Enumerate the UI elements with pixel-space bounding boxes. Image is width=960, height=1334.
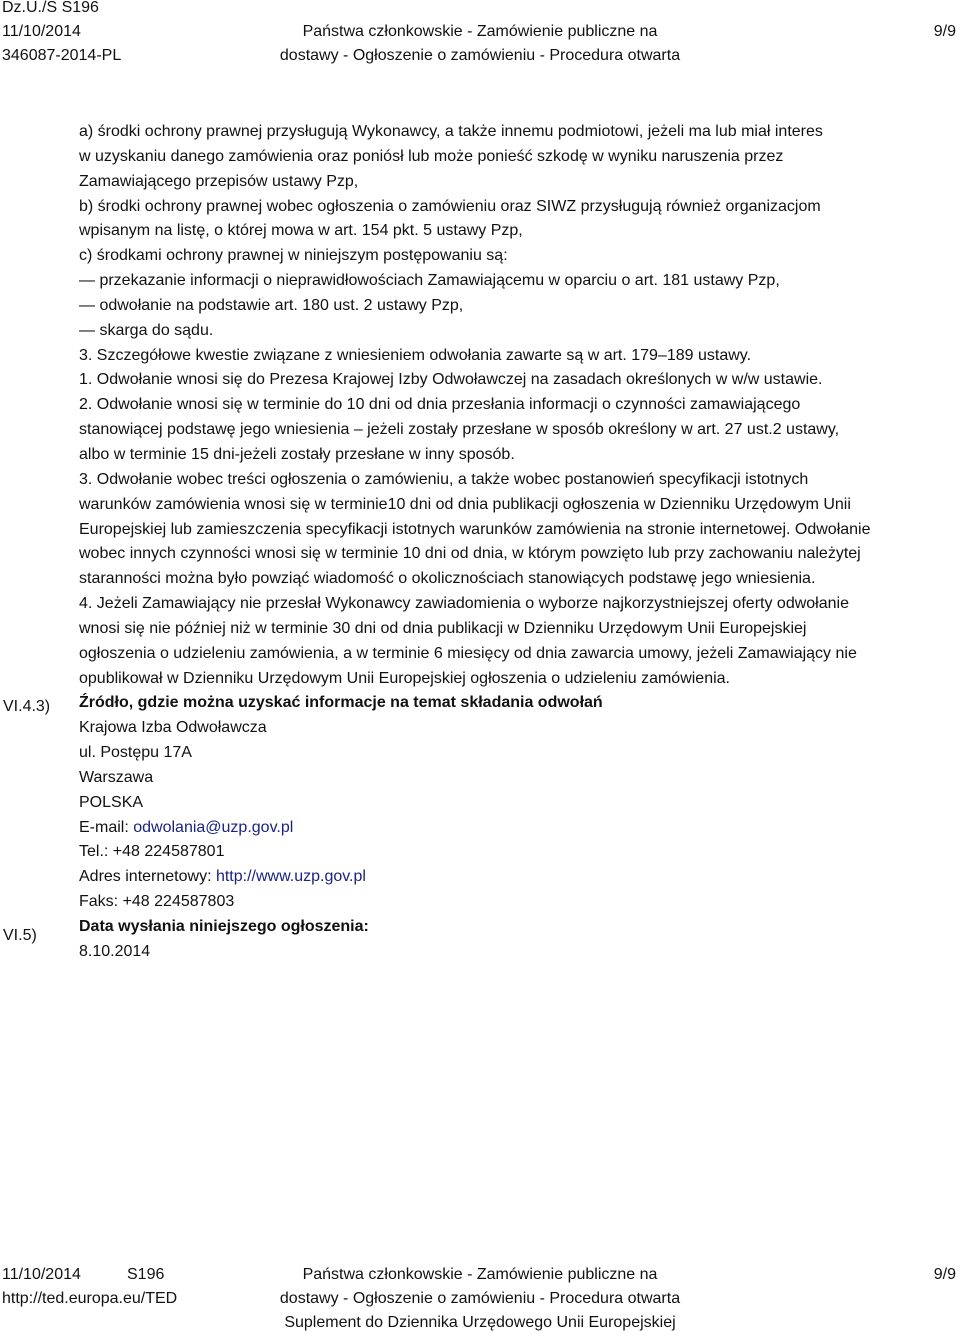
body-line: opublikował w Dzienniku Urzędowym Unii Europejskiej ogłoszenia o udzieleniu zamówienia.	[79, 669, 730, 687]
street-address: ul. Postępu 17A	[79, 744, 192, 762]
email-label: E-mail:	[79, 818, 134, 836]
body-line: 2. Odwołanie wnosi się w terminie do 10 dni od dnia przesłania informacji o czynności zamawiającego	[79, 396, 801, 414]
dispatch-date-heading: Data wysłania niniejszego ogłoszenia:	[79, 918, 369, 935]
header-page-number: 9/9	[933, 23, 956, 40]
body-line: albo w terminie 15 dni-jeżeli zostały przesłane w inny sposób.	[79, 445, 515, 463]
body-line: — odwołanie na podstawie art. 180 ust. 2 ustawy Pzp,	[79, 296, 464, 314]
footer-page-number: 9/9	[933, 1266, 956, 1283]
body-line: 1. Odwołanie wnosi się do Prezesa Krajowej Izby Odwoławczej na zasadach określonych w w/w ustawie.	[79, 371, 823, 389]
footer-date: 11/10/2014	[2, 1266, 81, 1283]
header-title-line1: Państwa członkowskie - Zamówienie publiczne na	[302, 23, 658, 40]
review-source-heading: Źródło, gdzie można uzyskać informacje na temat składania odwołań	[79, 694, 603, 712]
fax-value: +48 224587803	[122, 893, 235, 911]
web-label: Adres internetowy:	[79, 868, 216, 886]
body-line: wpisanym na listę, o której mowa w art. 154 pkt. 5 ustawy Pzp,	[79, 222, 523, 240]
body-line: — przekazanie informacji o nieprawidłowościach Zamawiającemu w oparciu o art. 181 ustawy Pzp,	[79, 272, 780, 290]
tel-row	[79, 840, 959, 865]
fax-label: Faks:	[79, 893, 123, 911]
body-line: stanowiącej podstawę jego wniesienia – jeżeli zostały przesłane w sposób określony w art. 27 ust.2 ustawy,	[79, 421, 840, 439]
body-line: warunków zamówienia wnosi się w terminie10 dni od dnia publikacji ogłoszenia w Dzienniku Urzędowym Unii	[79, 495, 851, 513]
header-title-line2: dostawy - Ogłoszenie o zamówieniu - Procedura otwarta	[279, 47, 681, 64]
body-line: Europejskiej lub zamieszczenia specyfikacji istotnych warunków zamówienia na stronie internetowej. Odwołanie	[79, 520, 871, 538]
city: Warszawa	[79, 768, 154, 786]
body-line: wnosi się nie później niż w terminie 30 dni od dnia publikacji w Dzienniku Urzędowym Unii Europejskiej	[79, 619, 807, 637]
section-label-vi5: VI.5)	[3, 927, 37, 944]
body-line: 3. Odwołanie wobec treści ogłoszenia o zamówieniu, a także wobec postanowień specyfikacji istotnych	[79, 470, 809, 488]
country: POLSKA	[79, 793, 144, 811]
body-line: a) środki ochrony prawnej przysługują Wykonawcy, a także innemu podmiotowi, jeżeli ma lub miał interes	[79, 123, 823, 140]
email-row	[79, 816, 959, 841]
footer-title-line1: Państwa członkowskie - Zamówienie publiczne na	[302, 1266, 658, 1283]
section-label-vi43: VI.4.3)	[3, 698, 51, 715]
body-line: Zamawiającego przepisów ustawy Pzp,	[79, 172, 359, 190]
body-line: b) środki ochrony prawnej wobec ogłoszenia o zamówieniu oraz SIWZ przysługują również organizacjom	[79, 197, 821, 215]
body-line: 4. Jeżeli Zamawiający nie przesłał Wykonawcy zawiadomienia o wyborze najkorzystniejszej oferty odwołanie	[79, 595, 849, 613]
web-link[interactable]: http://www.uzp.gov.pl	[215, 868, 366, 886]
tel-label: Tel.:	[79, 843, 113, 861]
header-date: 11/10/2014	[2, 23, 81, 40]
body-line: c) środkami ochrony prawnej w niniejszym postępowaniu są:	[79, 247, 508, 265]
dispatch-date: 8.10.2014	[79, 942, 151, 960]
footer-url[interactable]: http://ted.europa.eu/TED	[2, 1290, 178, 1307]
footer-issue: S196	[127, 1266, 165, 1283]
journal-ref: Dz.U./S S196	[2, 0, 99, 16]
web-row	[79, 865, 959, 890]
main-content	[79, 120, 959, 965]
body-line: — skarga do sądu.	[79, 321, 214, 339]
body-line: 3. Szczegółowe kwestie związane z wniesieniem odwołania zawarte są w art. 179–189 ustawy.	[79, 346, 752, 364]
footer-title-line3: Suplement do Dziennika Urzędowego Unii Europejskiej	[284, 1314, 676, 1331]
email-link[interactable]: odwolania@uzp.gov.pl	[133, 818, 294, 836]
fax-row	[79, 890, 959, 915]
tel-value: +48 224587801	[112, 843, 225, 861]
footer-title-line2: dostawy - Ogłoszenie o zamówieniu - Procedura otwarta	[279, 1290, 681, 1307]
org-name: Krajowa Izba Odwoławcza	[79, 719, 267, 737]
body-line: w uzyskaniu danego zamówienia oraz poniósł lub może ponieść szkodę w wyniku naruszenia przez	[79, 147, 784, 165]
body-line: wobec innych czynności wnosi się w terminie 10 dni od dnia, w którym powzięto lub przy zachowaniu należytej	[79, 545, 861, 563]
body-line: staranności można było powziąć wiadomość o okolicznościach stanowiących podstawę jego wniesienia.	[79, 570, 816, 588]
body-line: ogłoszenia o udzieleniu zamówienia, a w terminie 6 miesięcy od dnia zawarcia umowy, jeżeli Zamawiający nie	[79, 644, 857, 662]
doc-id: 346087-2014-PL	[2, 47, 122, 64]
